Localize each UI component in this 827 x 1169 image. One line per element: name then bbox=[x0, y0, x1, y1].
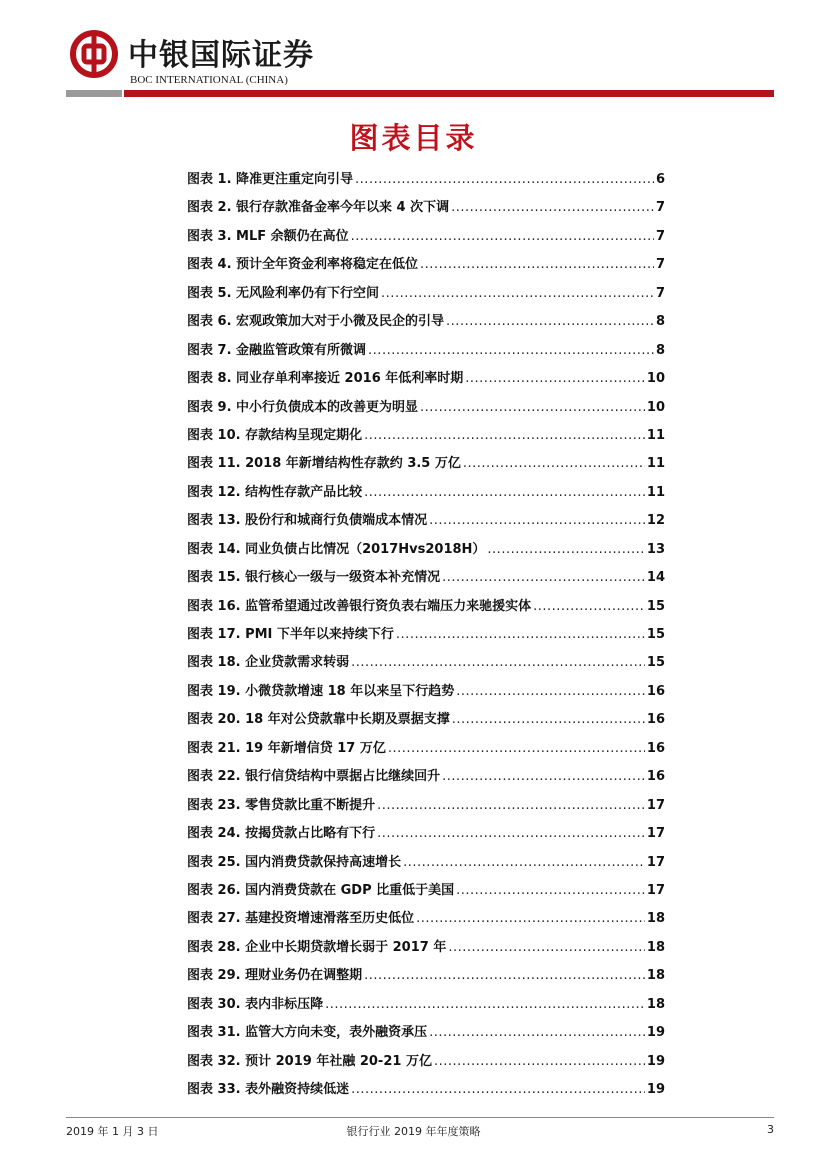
toc-entry-page: 15 bbox=[646, 655, 665, 671]
toc-entry-label: 图表 1. 降准更注重定向引导 bbox=[187, 172, 354, 187]
toc-leader-dots bbox=[487, 536, 644, 564]
toc-entry-label: 图表 29. 理财业务仍在调整期 bbox=[187, 968, 363, 984]
toc-entry-label: 图表 26. 国内消费贷款在 GDP 比重低于美国 bbox=[187, 882, 455, 898]
toc-entry-label: 图表 5. 无风险利率仍有下行空间 bbox=[187, 285, 380, 301]
toc-entry-page: 16 bbox=[646, 712, 665, 728]
toc-entry[interactable] bbox=[187, 621, 665, 649]
toc-entry-page: 16 bbox=[646, 740, 665, 756]
toc-entry-label: 图表 6. 宏观政策加大对于小微及民企的引导 bbox=[187, 314, 445, 330]
toc-entry-page: 7 bbox=[655, 257, 665, 273]
toc-entry-page: 19 bbox=[646, 1082, 665, 1097]
toc-leader-dots bbox=[463, 450, 645, 478]
toc-entry-label: 图表 3. MLF 余额仍在高位 bbox=[187, 228, 349, 244]
toc-entry-label: 图表 20. 18 年对公贷款靠中长期及票据支撑 bbox=[187, 712, 450, 728]
brand-name-english: BOC INTERNATIONAL (CHINA) bbox=[130, 74, 288, 86]
toc-entry-label: 图表 15. 银行核心一级与一级资本补充情况 bbox=[187, 570, 441, 586]
toc-entry-label: 图表 9. 中小行负债成本的改善更为明显 bbox=[187, 399, 419, 415]
footer-page-number: 3 bbox=[767, 1123, 774, 1136]
toc-entry-label: 图表 10. 存款结构呈现定期化 bbox=[187, 427, 363, 443]
toc-entry-label: 图表 24. 按揭贷款占比略有下行 bbox=[187, 826, 376, 842]
toc-entry[interactable] bbox=[187, 337, 665, 365]
toc-entry-page: 7 bbox=[655, 285, 665, 301]
toc-entry-label: 图表 4. 预计全年资金利率将稳定在低位 bbox=[187, 257, 419, 273]
boc-logo-icon bbox=[70, 30, 118, 78]
toc-entry-page: 11 bbox=[646, 484, 665, 500]
toc-entry-label: 图表 27. 基建投资增速滑落至历史低位 bbox=[187, 911, 415, 927]
toc-entry[interactable] bbox=[187, 905, 665, 933]
toc-leader-dots bbox=[355, 166, 654, 194]
toc-entry[interactable] bbox=[187, 479, 665, 507]
toc-entry-label: 图表 33. 表外融资持续低迷 bbox=[187, 1082, 350, 1097]
toc-leader-dots bbox=[325, 991, 645, 1019]
footer-date: 2019 年 1 月 3 日 bbox=[66, 1125, 159, 1138]
page-header bbox=[0, 0, 827, 100]
toc-entry-page: 15 bbox=[646, 598, 665, 614]
toc-entry-label: 图表 30. 表内非标压降 bbox=[187, 996, 324, 1012]
toc-leader-dots bbox=[429, 507, 645, 535]
toc-entry[interactable] bbox=[187, 991, 665, 1019]
toc-leader-dots bbox=[448, 934, 645, 962]
toc-entry-page: 19 bbox=[646, 1053, 665, 1069]
toc-entry-label: 图表 7. 金融监管政策有所微调 bbox=[187, 342, 367, 358]
toc-leader-dots bbox=[388, 735, 645, 763]
toc-entry-label: 图表 12. 结构性存款产品比较 bbox=[187, 484, 363, 500]
toc-entry[interactable] bbox=[187, 536, 665, 564]
toc-leader-dots bbox=[420, 394, 645, 422]
toc-entry-page: 10 bbox=[646, 371, 665, 387]
toc-leader-dots bbox=[446, 308, 654, 336]
toc-entry-page: 13 bbox=[646, 541, 665, 557]
brand-name-chinese: 中银国际证券 bbox=[128, 38, 314, 73]
toc-entry-page: 17 bbox=[646, 882, 665, 898]
toc-entry-label: 图表 2. 银行存款准备金率今年以来 4 次下调 bbox=[187, 200, 450, 216]
toc-entry[interactable] bbox=[187, 450, 665, 478]
toc-entry-label: 图表 25. 国内消费贷款保持高速增长 bbox=[187, 854, 402, 870]
toc-entry-page: 7 bbox=[655, 228, 665, 244]
toc-leader-dots bbox=[351, 649, 645, 677]
toc-entry-page: 12 bbox=[646, 513, 665, 529]
toc-entry[interactable] bbox=[187, 849, 665, 877]
toc-entry-page: 17 bbox=[646, 854, 665, 870]
toc-leader-dots bbox=[377, 820, 645, 848]
toc-entry[interactable] bbox=[187, 962, 665, 990]
toc-leader-dots bbox=[396, 621, 645, 649]
toc-leader-dots bbox=[381, 280, 654, 308]
toc-leader-dots bbox=[364, 422, 645, 450]
toc-entry-label: 图表 16. 监管希望通过改善银行资负表右端压力来驰援实体 bbox=[187, 598, 532, 614]
toc-entry-label: 图表 19. 小微贷款增速 18 年以来呈下行趋势 bbox=[187, 683, 455, 699]
toc-leader-dots bbox=[452, 706, 645, 734]
toc-entry[interactable] bbox=[187, 792, 665, 820]
header-divider-red bbox=[124, 90, 774, 97]
toc-entry-label: 图表 11. 2018 年新增结构性存款约 3.5 万亿 bbox=[187, 456, 461, 472]
toc-entry[interactable] bbox=[187, 280, 665, 308]
toc-entry-page: 6 bbox=[655, 172, 665, 187]
toc-entry[interactable] bbox=[187, 251, 665, 279]
toc-entry-label: 图表 13. 股份行和城商行负债端成本情况 bbox=[187, 513, 428, 529]
toc-entry[interactable] bbox=[187, 166, 665, 194]
toc-entry-page: 18 bbox=[646, 939, 665, 955]
toc-entry-label: 图表 22. 银行信贷结构中票据占比继续回升 bbox=[187, 769, 441, 785]
toc-entry-page: 17 bbox=[646, 797, 665, 813]
toc-entry-label: 图表 28. 企业中长期贷款增长弱于 2017 年 bbox=[187, 939, 447, 955]
toc-entry-page: 7 bbox=[655, 200, 665, 216]
toc-entry-page: 18 bbox=[646, 911, 665, 927]
toc-entry-label: 图表 32. 预计 2019 年社融 20-21 万亿 bbox=[187, 1053, 432, 1069]
toc-entry-page: 8 bbox=[655, 314, 665, 330]
toc-entry[interactable] bbox=[187, 194, 665, 222]
toc-leader-dots bbox=[442, 763, 645, 791]
toc-leader-dots bbox=[442, 564, 645, 592]
toc-entry[interactable] bbox=[187, 507, 665, 535]
toc-entry-label: 图表 17. PMI 下半年以来持续下行 bbox=[187, 627, 394, 642]
toc-leader-dots bbox=[377, 792, 645, 820]
toc-entry-page: 17 bbox=[646, 826, 665, 842]
toc-entry-page: 16 bbox=[646, 683, 665, 699]
toc-entry-label: 图表 18. 企业贷款需求转弱 bbox=[187, 655, 350, 671]
header-divider-gray bbox=[66, 90, 122, 97]
toc-entry-page: 10 bbox=[646, 399, 665, 415]
toc-leader-dots bbox=[420, 251, 654, 279]
toc-leader-dots bbox=[416, 905, 645, 933]
footer-divider bbox=[66, 1117, 774, 1118]
toc-entry-label: 图表 8. 同业存单利率接近 2016 年低利率时期 bbox=[187, 371, 464, 387]
toc-entry-label: 图表 31. 监管大方向未变，表外融资承压 bbox=[187, 1025, 428, 1041]
toc-leader-dots bbox=[351, 1076, 645, 1104]
toc-entry[interactable] bbox=[187, 223, 665, 251]
toc-entry[interactable] bbox=[187, 706, 665, 734]
toc-entry[interactable] bbox=[187, 649, 665, 677]
toc-entry-page: 15 bbox=[646, 627, 665, 642]
toc-entry[interactable] bbox=[187, 365, 665, 393]
toc-entry[interactable] bbox=[187, 763, 665, 791]
toc-entry[interactable] bbox=[187, 820, 665, 848]
toc-entry[interactable] bbox=[187, 877, 665, 905]
toc-entry-page: 11 bbox=[646, 427, 665, 443]
toc-leader-dots bbox=[429, 1019, 645, 1047]
footer-report-title: 银行行业 2019 年年度策略 bbox=[346, 1125, 481, 1138]
toc-leader-dots bbox=[434, 1048, 645, 1076]
toc-entry-label: 图表 23. 零售贷款比重不断提升 bbox=[187, 797, 376, 813]
toc-entry[interactable] bbox=[187, 934, 665, 962]
toc-leader-dots bbox=[364, 479, 645, 507]
toc-entry-page: 18 bbox=[646, 968, 665, 984]
toc-leader-dots bbox=[364, 962, 645, 990]
toc-entry[interactable] bbox=[187, 1048, 665, 1076]
toc-leader-dots bbox=[403, 849, 645, 877]
toc-entry-label: 图表 14. 同业负债占比情况（2017Hvs2018H） bbox=[187, 541, 486, 557]
toc-entry[interactable] bbox=[187, 394, 665, 422]
toc-entry-page: 18 bbox=[646, 996, 665, 1012]
table-of-figures bbox=[187, 166, 665, 1104]
toc-entry-label: 图表 21. 19 年新增信贷 17 万亿 bbox=[187, 740, 386, 756]
toc-entry[interactable] bbox=[187, 422, 665, 450]
toc-entry-page: 8 bbox=[655, 342, 665, 358]
toc-leader-dots bbox=[456, 877, 645, 905]
toc-leader-dots bbox=[465, 365, 645, 393]
toc-entry[interactable] bbox=[187, 593, 665, 621]
page-title: 图表目录 bbox=[349, 121, 478, 155]
toc-leader-dots bbox=[533, 593, 645, 621]
toc-leader-dots bbox=[351, 223, 654, 251]
toc-entry[interactable] bbox=[187, 735, 665, 763]
toc-entry-page: 11 bbox=[646, 456, 665, 472]
toc-leader-dots bbox=[456, 678, 645, 706]
toc-entry[interactable] bbox=[187, 564, 665, 592]
toc-entry-page: 16 bbox=[646, 769, 665, 785]
toc-entry[interactable] bbox=[187, 1076, 665, 1104]
toc-leader-dots bbox=[451, 194, 654, 222]
toc-entry-page: 19 bbox=[646, 1025, 665, 1041]
toc-entry[interactable] bbox=[187, 678, 665, 706]
toc-leader-dots bbox=[368, 337, 654, 365]
toc-entry[interactable] bbox=[187, 308, 665, 336]
toc-entry-page: 14 bbox=[646, 570, 665, 586]
toc-entry[interactable] bbox=[187, 1019, 665, 1047]
